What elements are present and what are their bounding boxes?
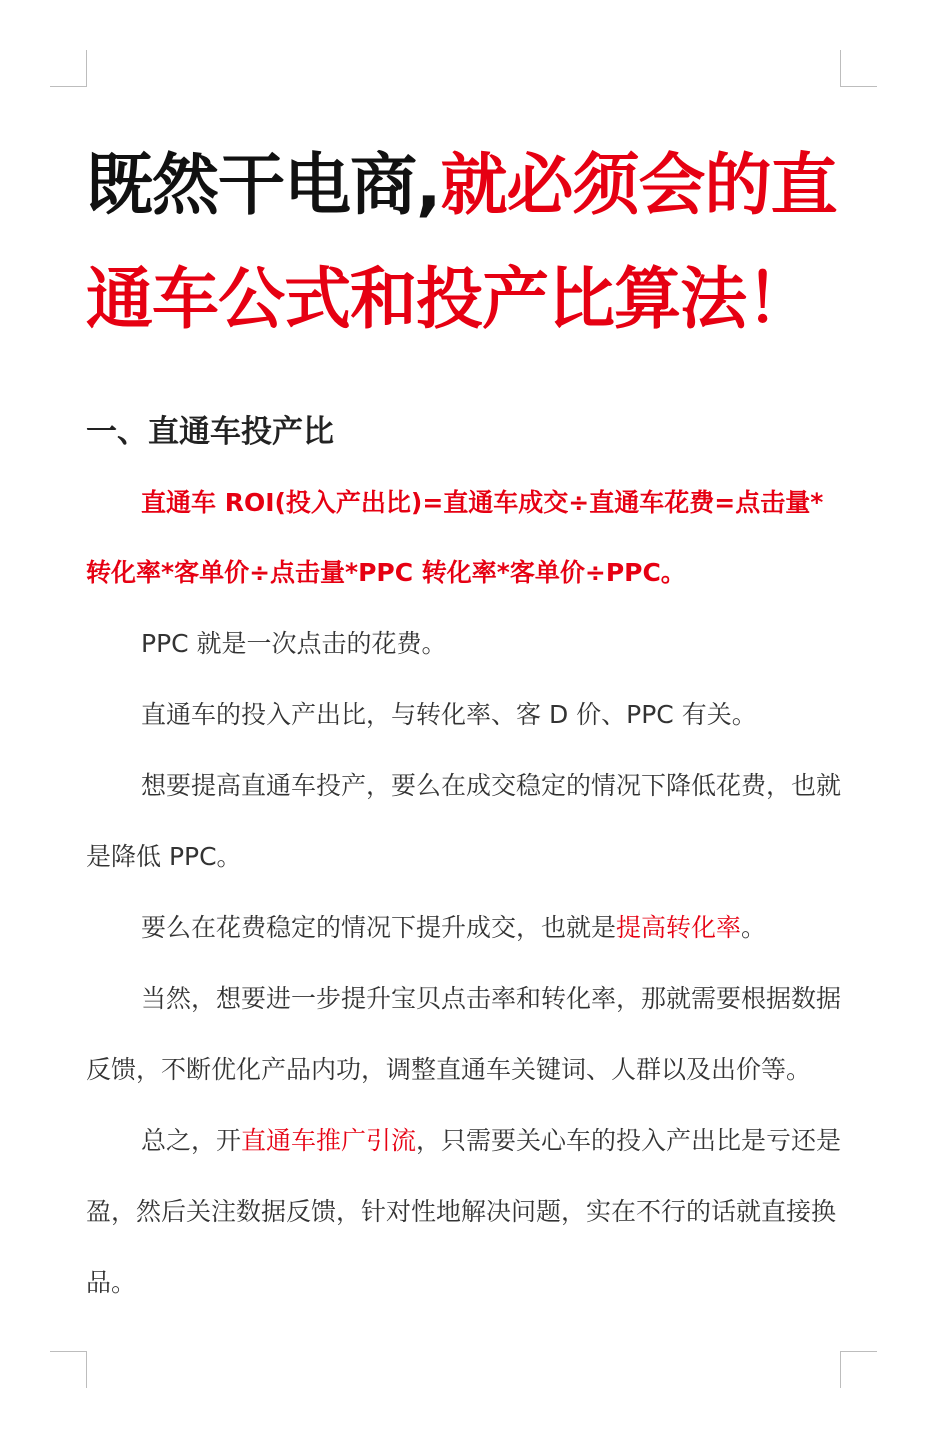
page-corner-mark-top-right — [840, 50, 877, 87]
page-corner-mark-bottom-right — [840, 1351, 877, 1388]
title-black-part: 既然干电商, — [86, 146, 441, 224]
page-corner-mark-bottom-left — [50, 1351, 87, 1388]
roi-formula: 直通车 ROI(投入产出比)=直通车成交÷直通车花费=点击量*转化率*客单价÷点击量*PPC 转化率*客单价÷PPC。 — [86, 488, 824, 587]
document-page — [86, 128, 846, 1318]
paragraph-text: 要么在花费稳定的情况下提升成交，也就是 — [141, 913, 617, 942]
highlight-conversion-rate: 提高转化率 — [616, 913, 742, 942]
page-corner-mark-top-left — [50, 50, 87, 87]
section-heading: 一、直通车投产比 — [86, 414, 334, 450]
paragraph-summary — [86, 1105, 846, 1318]
title-red-part: 就必须会的直通车公式和投产比算法！ — [86, 146, 837, 338]
paragraph-lower-cost: 想要提高直通车投产，要么在成交稳定的情况下降低花费，也就是降低 PPC。 — [86, 771, 842, 871]
document-title — [86, 128, 846, 356]
paragraph-raise-conversion — [86, 892, 846, 963]
paragraph-optimization: 当然，想要进一步提升宝贝点击率和转化率，那就需要根据数据反馈，不断优化产品内功，调整直通车关键词、人群以及出价等。 — [86, 984, 842, 1084]
highlight-promotion: 直通车推广引流 — [241, 1126, 417, 1155]
paragraph-text: 总之，开 — [141, 1126, 242, 1155]
paragraph-text: 。 — [741, 913, 767, 942]
paragraph-ppc-definition: PPC 就是一次点击的花费。 — [141, 629, 447, 658]
paragraph-roi-factors: 直通车的投入产出比，与转化率、客 D 价、PPC 有关。 — [141, 700, 757, 729]
paragraph-text: ，只需要关心车的投入产出比是亏还是盈，然后关注数据反馈，针对性地解决问题，实在不行的话就直接换品。 — [86, 1126, 842, 1297]
